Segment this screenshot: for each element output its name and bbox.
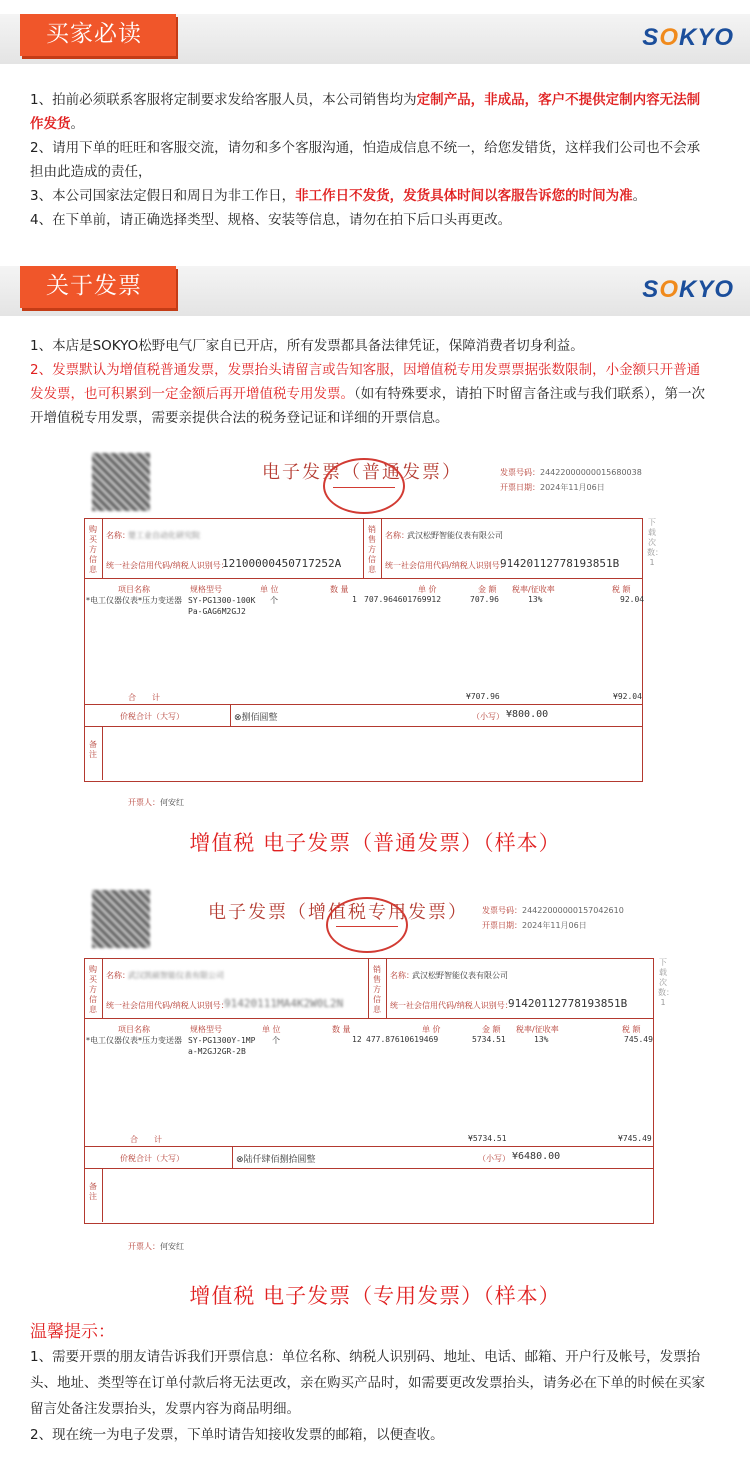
- buyer-taxid: 12100000450717252A: [222, 557, 342, 570]
- seller-name: 武汉松野智能仪表有限公司: [407, 531, 503, 540]
- item-rate: 13%: [528, 595, 543, 604]
- seller-name: 武汉松野智能仪表有限公司: [412, 971, 508, 980]
- issuer: 开票人：何安红: [128, 1242, 184, 1251]
- invoice-meta: 发票号码：24422000000015680038 开票日期：2024年11月06日: [500, 468, 642, 492]
- seller-taxid: 91420112778193851B: [500, 557, 620, 570]
- sum-words: ⊗陆仟肆佰捌拾圆整: [236, 1155, 316, 1165]
- buyer-label: 购买方信息: [89, 965, 97, 1014]
- notice-section-title: 买家必读: [20, 14, 176, 56]
- buyer-name: 武汉凯硕智能仪表有限公司: [128, 971, 224, 980]
- invoice-info-item-1: 1、本店是SOKYO松野电气厂家自已开店，所有发票都具备法律凭证，保障消费者切身利益。: [30, 338, 584, 354]
- item-name: *电工仪器仪表*压力变送器: [86, 596, 182, 605]
- invoice-seal: [323, 458, 405, 514]
- seller-label: 销售方信息: [373, 965, 381, 1014]
- hint-item-2: 2、现在统一为电子发票，下单时请告知接收发票的邮箱，以便查收。: [30, 1427, 444, 1443]
- total-amount: ¥5734.51: [468, 1134, 507, 1143]
- remark-label: 备注: [89, 740, 97, 759]
- item-amount: 707.96: [470, 595, 499, 604]
- sokyo-logo: SOKYO: [642, 276, 734, 303]
- item-price: 707.964601769912: [364, 595, 442, 604]
- item-price: 477.87610619469: [366, 1035, 439, 1044]
- download-mark: 下载次数：1: [647, 518, 663, 567]
- sum-small: ¥6480.00: [512, 1151, 561, 1162]
- invoice-seal: [326, 897, 408, 953]
- notice-list: [30, 88, 710, 232]
- item-amount: 5734.51: [472, 1035, 506, 1044]
- item-name: *电工仪器仪表*压力变送器: [86, 1036, 182, 1045]
- notice-item-3: 3、本公司国家法定假日和周日为非工作日，非工作日不发货，发货具体时间以客服告诉您的时间为准。: [30, 188, 647, 204]
- invoice-info-list: [30, 334, 710, 430]
- item-spec: SY-PG1300-100KPa-GAG6M2GJ2: [188, 596, 256, 616]
- hint-item-1: 1、需要开票的朋友请告诉我们开票信息：单位名称、纳税人识别码、地址、电话、邮箱、开户行及帐号，发票抬头、地址、类型等在订单付款后将无法更改，亲在购买产品时，如需要更改发票抬头，请务必在下单的时候在买家留言处备注发票抬头，发票内容为商品明细。: [30, 1349, 705, 1417]
- item-rate: 13%: [534, 1035, 549, 1044]
- invoice-meta: 发票号码：24422000000157042610 开票日期：2024年11月06日: [482, 906, 624, 930]
- hint-title: 温馨提示：: [30, 1322, 115, 1342]
- sum-words: ⊗捌佰圆整: [234, 713, 278, 723]
- buyer-label: 购买方信息: [89, 525, 97, 574]
- caption-special-invoice: 增值税 电子发票（专用发票）（样本）: [189, 1284, 561, 1308]
- sokyo-logo: SOKYO: [642, 24, 734, 51]
- notice-item-2: 2、请用下单的旺旺和客服交流，请勿和多个客服沟通，怕造成信息不统一，给您发错货，这样我们公司也不会承担由此造成的责任，: [30, 140, 701, 180]
- invoice-title: 电子发票（普通发票）: [262, 462, 462, 483]
- item-spec: SY-PG1300Y-1MPa-M2GJ2GR-2B: [188, 1036, 256, 1056]
- notice-section-header: [0, 14, 750, 64]
- total-amount: ¥707.96: [466, 692, 500, 701]
- total-tax: ¥92.04: [613, 692, 642, 701]
- item-unit: 个: [272, 1036, 280, 1045]
- seller-taxid: 91420112778193851B: [508, 997, 628, 1010]
- invoice-title: 电子发票（增值税专用发票）: [208, 902, 468, 923]
- qr-code: [92, 453, 150, 511]
- qr-code: [92, 890, 150, 948]
- seller-label: 销售方信息: [368, 525, 376, 574]
- notice-item-4: 4、在下单前，请正确选择类型、规格、安装等信息，请勿在拍下后口头再更改。: [30, 212, 512, 228]
- invoice-info-item-2: 2、发票默认为增值税普通发票，发票抬头请留言或告知客服，因增值税专用发票票据张数限制，小金额只开普通发发票，也可积累到一定金额后再开增值税专用发票。（如有特殊要求，请拍下时留言备注或与我们联系），第一次开增值税专用发票，需要亲提供合法的税务登记证和详细的开票信息。: [30, 362, 705, 426]
- total-tax: ¥745.49: [618, 1134, 652, 1143]
- notice-item-1: 1、拍前必须联系客服将定制要求发给客服人员，本公司销售均为定制产品，非成品，客户不提供定制内容无法制作发货。: [30, 92, 701, 132]
- caption-normal-invoice: 增值税 电子发票（普通发票）（样本）: [189, 831, 561, 855]
- item-qty: 1: [352, 595, 357, 604]
- download-mark: 下载次数：1: [658, 958, 674, 1007]
- invoice-section-title: 关于发票: [20, 266, 176, 308]
- buyer-name: 楚工业自动化研究院: [128, 531, 200, 540]
- sum-small: ¥800.00: [506, 709, 549, 720]
- item-tax: 92.04: [620, 595, 645, 604]
- hint-list: [30, 1344, 710, 1448]
- remark-label: 备注: [89, 1182, 97, 1201]
- issuer: 开票人：何安红: [128, 798, 184, 807]
- item-tax: 745.49: [624, 1035, 653, 1044]
- invoice-section-header: [0, 266, 750, 316]
- item-qty: 12: [352, 1035, 362, 1044]
- item-unit: 个: [270, 596, 278, 605]
- buyer-taxid: 91420111MA4K2W0L2N: [224, 997, 344, 1010]
